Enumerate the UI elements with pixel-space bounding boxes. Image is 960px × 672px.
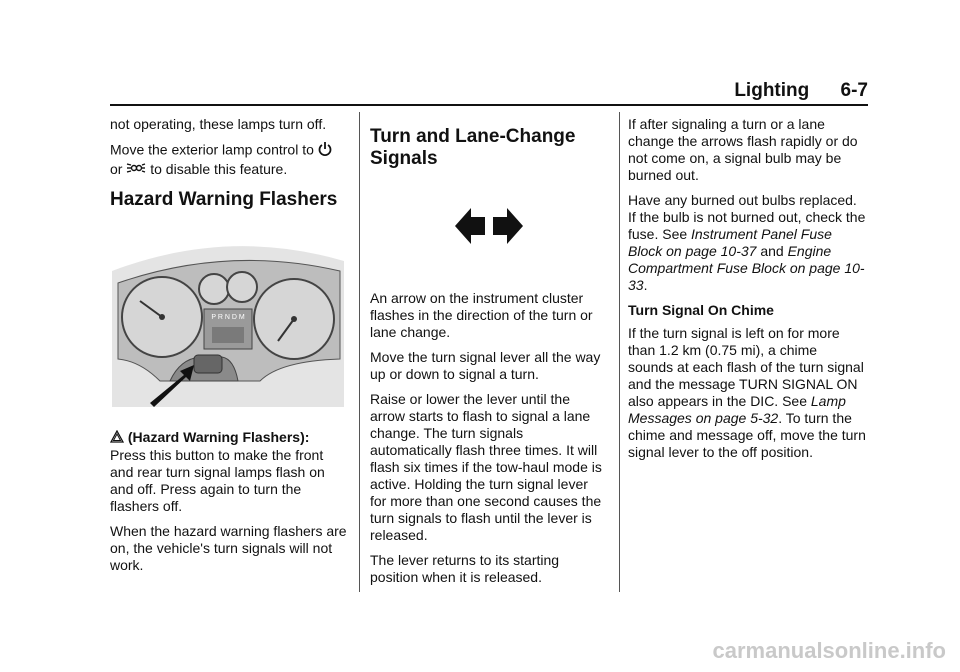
paragraph: Have any burned out bulbs replaced. If the bulb is not burned out, check the fuse. See Instrument Panel Fuse Block on page 10-37 and Engine Compartment Fuse Block on page 10-33.	[628, 192, 866, 293]
column-divider	[359, 112, 360, 592]
cross-reference-link[interactable]: Lamp Messages on page 5-32	[628, 393, 846, 426]
parking-lamp-icon	[126, 161, 146, 179]
column-2	[370, 116, 608, 594]
hazard-triangle-icon	[110, 430, 124, 447]
column-1	[110, 116, 348, 582]
header-rule	[110, 104, 868, 106]
watermark: carmanualsonline.info	[712, 638, 946, 663]
power-icon	[318, 141, 332, 161]
section-heading: Hazard Warning Flashers	[110, 189, 338, 211]
section-title: Lighting	[734, 80, 810, 101]
paragraph: (Hazard Warning Flashers): Press this button to make the front and rear turn signal lamps flash on and off. Press again to turn the flashers off.	[110, 429, 325, 515]
paragraph: not operating, these lamps turn off.	[110, 116, 327, 132]
right-arrow-icon	[493, 208, 523, 244]
paragraph: Move the exterior lamp control to or to disable this feature.	[110, 141, 348, 179]
page-number: 6-7	[840, 80, 868, 101]
instrument-panel-illustration	[110, 231, 346, 407]
paragraph: If after signaling a turn or a lane change the arrows flash rapidly or do not come on, a signal bulb may be burned out.	[628, 116, 858, 183]
cross-reference-link[interactable]: Instrument Panel Fuse Block on page 10-37	[628, 226, 832, 259]
paragraph: When the hazard warning flashers are on, the vehicle's turn signals will not work.	[110, 523, 347, 574]
paragraph: If the turn signal is left on for more than 1.2 km (0.75 mi), a chime sounds at each flash of the turn signal and the message TURN SIGNAL ON also appears in the DIC. See Lamp Messages on page 5-32. To turn the chime and message off, move the turn signal lever to the off position.	[628, 325, 866, 460]
paragraph: An arrow on the instrument cluster flashes in the direction of the turn or lane change.	[370, 290, 593, 340]
column-3	[628, 116, 866, 469]
page-header	[734, 80, 868, 102]
paragraph: Move the turn signal lever all the way up or down to signal a turn.	[370, 349, 601, 382]
prndl-label: P R N D M	[211, 314, 245, 322]
cross-reference-link[interactable]: Engine Compartment Fuse Block on page 10-33	[628, 243, 865, 293]
paragraph: The lever returns to its starting position when it is released.	[370, 552, 560, 585]
turn-signal-arrows	[370, 208, 608, 248]
paragraph: Raise or lower the lever until the arrow starts to flash to signal a lane change. The turn signals automatically flash three times. It will flash six times if the tow-haul mode is active. Holding the turn signal lever for more than one second causes the turn signals to flash until the lever is released.	[370, 391, 602, 543]
column-divider	[619, 112, 620, 592]
subsection-heading: Turn Signal On Chime	[628, 302, 774, 318]
left-arrow-icon	[455, 208, 485, 244]
section-heading: Turn and Lane-Change Signals	[370, 126, 576, 169]
